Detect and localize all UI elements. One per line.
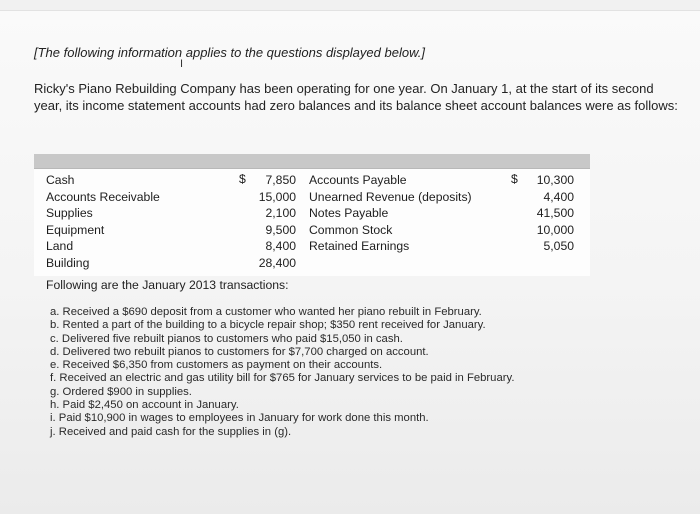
account-name: Building [46, 255, 90, 270]
account-name: Equipment [46, 222, 105, 237]
account-amount: 9,500 [265, 222, 296, 237]
intro-note: [The following information applies to the questions displayed below.] [34, 45, 425, 60]
dollar-sign-right: $ [511, 172, 518, 186]
account-amount: 2,100 [265, 206, 296, 220]
account-amount: 8,400 [265, 239, 296, 253]
list-item: j. Received and paid cash for the supplies in (g). [50, 425, 292, 438]
account-amount: 10,300 [536, 173, 574, 187]
text-cursor-icon: I [180, 58, 184, 70]
liability-accounts [309, 172, 472, 255]
account-name: Unearned Revenue (deposits) [309, 189, 472, 204]
list-item: d. Delivered two rebuilt pianos to customers for $7,700 charged on account. [50, 345, 429, 358]
account-name: Common Stock [309, 222, 393, 237]
list-item: f. Received an electric and gas utility bill for $765 for January services to be paid in February. [50, 372, 515, 385]
account-name: Cash [46, 173, 75, 187]
account-amount: 28,400 [258, 255, 296, 270]
asset-amounts [238, 172, 296, 271]
account-amount: 15,000 [258, 189, 296, 204]
account-name: Retained Earnings [309, 239, 410, 253]
account-name: Notes Payable [309, 206, 389, 220]
account-name: Accounts Receivable [46, 189, 160, 204]
top-bar [0, 0, 700, 11]
account-amount: 41,500 [536, 206, 574, 220]
list-item: b. Rented a part of the building to a bicycle repair shop; $350 rent received for January. [50, 319, 486, 332]
account-name: Supplies [46, 206, 93, 220]
liability-amounts [504, 172, 574, 255]
account-amount: 4,400 [543, 189, 574, 204]
list-item: h. Paid $2,450 on account in January. [50, 399, 239, 412]
list-item: i. Paid $10,900 in wages to employees in January for work done this month. [50, 412, 429, 425]
dollar-sign-left: $ [239, 172, 246, 186]
list-item: e. Received $6,350 from customers as payment on their accounts. [50, 359, 383, 372]
problem-paragraph: Ricky's Piano Rebuilding Company has been operating for one year. On January 1, at the start of its second year, its income statement accounts had zero balances and its balance sheet account balances were as follows: [34, 81, 678, 113]
asset-accounts [46, 172, 160, 271]
account-amount: 10,000 [536, 222, 574, 237]
account-name: Accounts Payable [309, 173, 407, 187]
account-name: Land [46, 239, 74, 253]
account-amount: 7,850 [265, 173, 296, 187]
list-item: g. Ordered $900 in supplies. [50, 385, 192, 398]
account-amount: 5,050 [543, 239, 574, 253]
list-item: a. Received a $690 deposit from a customer who wanted her piano rebuilt in February. [50, 306, 482, 318]
table-header-band [34, 154, 590, 169]
list-item: c. Delivered five rebuilt pianos to customers who paid $15,050 in cash. [50, 332, 403, 345]
transactions-heading: Following are the January 2013 transactions: [46, 278, 289, 292]
balance-table [34, 154, 590, 276]
transactions-list [50, 306, 514, 439]
